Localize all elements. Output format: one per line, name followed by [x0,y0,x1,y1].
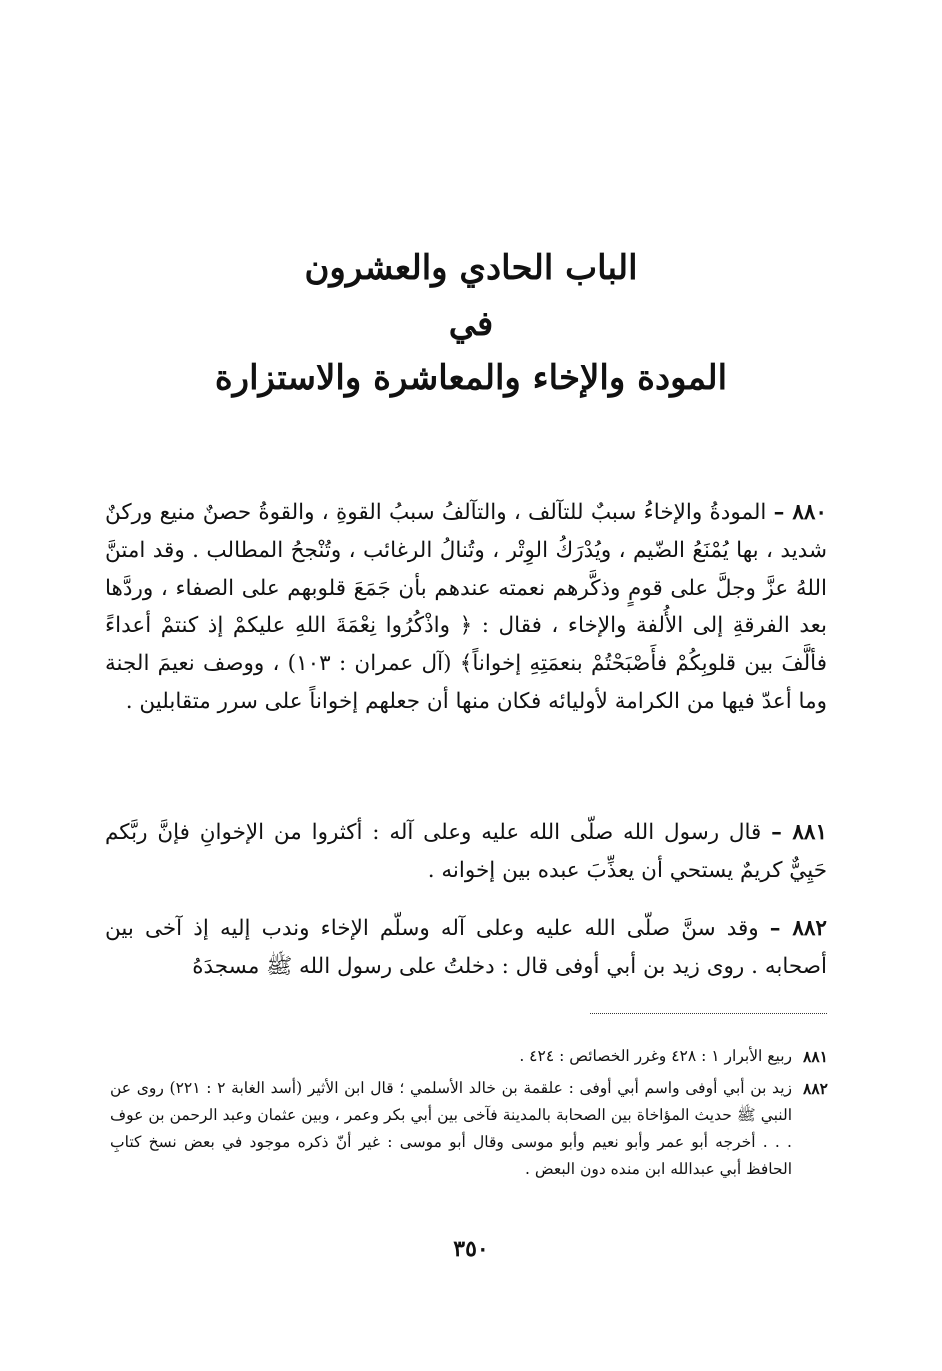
footnote-divider [590,1013,827,1014]
paragraph-number: ٨٨٢ – [769,916,827,941]
paragraph-882 [105,910,827,986]
paragraph-number: ٨٨١ – [771,820,827,845]
paragraph-881 [105,814,827,890]
chapter-subtitle: المودة والإخاء والمعاشرة والاستزارة [214,358,728,398]
paragraph-text: قال رسول الله صلّى الله عليه وعلى آله : أكثروا من الإخوانِ فإنَّ ربَّكم حَيِيٌّ كريمٌ يستحي أن يعذِّبَ عبده بين إخوانه . [105,820,827,883]
paragraph-text: وقد سنَّ صلّى الله عليه وعلى آله وسلّم الإخاء وندب إليه إذ آخى بين أصحابه . روى زيد بن أبي أوفى قال : دخلتُ على رسول الله ﷺ مسجدَهُ [105,916,827,979]
footnote-882 [110,1075,828,1183]
chapter-title: الباب الحادي والعشرون [304,248,638,288]
page-number: ٣٥٠ [453,1236,489,1262]
footnote-number: ٨٨١ [803,1047,828,1066]
paragraph-number: ٨٨٠ – [773,500,827,525]
footnote-number: ٨٨٢ [803,1079,828,1098]
footnote-text: زيد بن أبي أوفى واسم أبي أوفى : علقمة بن خالد الأسلمي ؛ قال ابن الأثير (أسد الغابة ٢ : ٢٢١) روى عن النبي ﷺ حديث المؤاخاة بين الصحابة بالمدينة فآخى بين أبي بكر وعمر ، وبين عثمان وعبد الرحمن بن عوف . . . أخرجه أبو عمر وأبو نعيم وأبو موسى وقال أبو موسى : غير أنّ ذكره موجود في بعض نسخ كتابِ الحافظ أبي عبدالله ابن منده دون البعض . [110,1079,792,1178]
footnote-text: ربيع الأبرار ١ : ٤٢٨ وغرر الخصائص : ٤٢٤ . [519,1047,792,1065]
paragraph-880 [105,494,827,721]
footnote-881 [110,1043,828,1070]
chapter-title-connector: في [448,304,494,344]
paragraph-text: المودةُ والإخاءُ سببٌ للتآلف ، والتآلفُ سببُ القوةِ ، والقوةُ حصنٌ منيع وركنٌ شديد ، بها يُمْنَعُ الضّيم ، ويُدْرَكُ الوِتْر ، وتُنالُ الرغائب ، وتُنْجحُ المطالب . وقد امتنَّ اللهُ عزَّ وجلَّ على قومٍ وذكَّرهم نعمته عندهم بأن جَمَعَ قلوبهم على الصفاء ، وردَّها بعد الفرقةِ إلى الأُلفة والإخاء ، فقال : ﴿ واذْكُرُوا نِعْمَةَ اللهِ عليكمْ إذ كنتمْ أعداءً فألَّفَ بين قلوبِكُمْ فأَصْبَحْتُمْ بنعمَتِهِ إخواناً﴾ (آل عمران : ١٠٣) ، ووصف نعيمَ الجنة وما أعدّ فيها من الكرامة لأوليائه فكان منها أن جعلهم إخواناً على سرر متقابلين . [105,500,827,714]
